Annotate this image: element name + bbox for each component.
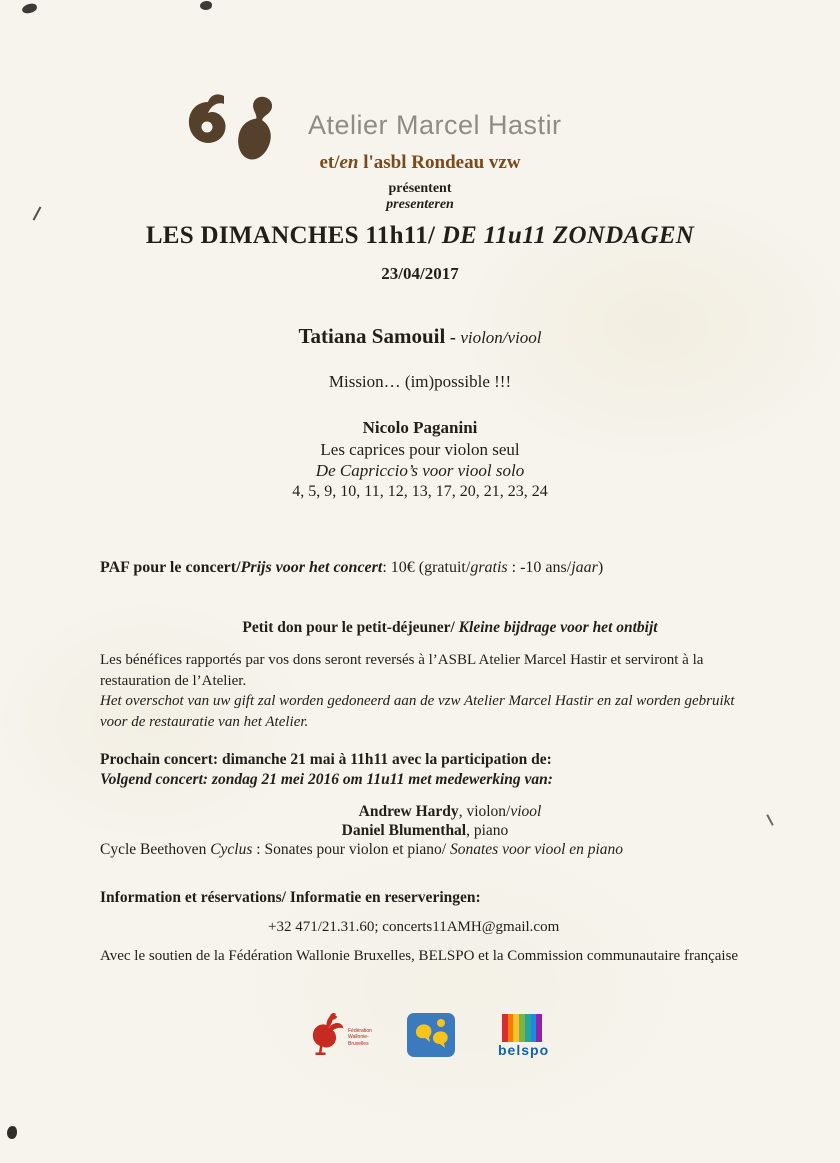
rooster-icon (310, 1012, 344, 1063)
belspo-label: belspo (498, 1042, 550, 1058)
donation-text-nl: Het overschot van uw gift zal worden gedoneerd aan de vzw Atelier Marcel Hastir en zal worden gebruikt voor de restauratie van het Atelier. (100, 693, 735, 730)
present-label-fr: présentent (388, 181, 452, 196)
presenters-line (0, 152, 840, 174)
scan-artifact (200, 1, 212, 10)
composer-name: Nicolo Paganini (362, 418, 478, 437)
next-artist-2-instr: , piano (466, 822, 509, 839)
next-artist-1-name: Andrew Hardy (358, 803, 459, 820)
fwb-caption-line: Fédération (348, 1028, 372, 1035)
work-title-nl: De Capriccio’s voor viool solo (315, 461, 525, 480)
concert-date: 23/04/2017 (381, 264, 459, 283)
presenters-org: l'asbl Rondeau vzw (358, 152, 521, 173)
work-title-fr: Les caprices pour violon seul (320, 440, 520, 459)
next-concert-line-nl: Volgend concert: zondag 21 mei 2016 om 11u11 met medewerking van: (100, 771, 553, 788)
caprice-numbers: 4, 5, 9, 10, 11, 12, 13, 17, 20, 21, 23, 24 (292, 483, 548, 500)
fwb-caption-line: Wallonie- (348, 1034, 369, 1041)
contact-details: +32 471/21.31.60; concerts11AMH@gmail.com (268, 919, 560, 935)
next-artist-2 (10, 821, 840, 841)
next-concert-line-fr: Prochain concert: dimanche 21 mai à 11h11 avec la participation de: (100, 751, 552, 768)
main-title-fr: LES DIMANCHES 11h11/ (145, 222, 436, 249)
support-text: Avec le soutien de la Fédération Wallonie Bruxelles, BELSPO et la Commission communautaire française (100, 948, 739, 964)
fwb-caption (348, 1028, 372, 1047)
next-artist-2-name: Daniel Blumenthal (341, 822, 467, 839)
price-label-nl: Prijs voor het concert (240, 559, 383, 576)
price-value-3: : -10 ans/ (507, 559, 572, 576)
price-value-2: gratis (470, 559, 508, 576)
cycle-part-2: Cyclus (210, 841, 253, 858)
cycle-part-4: Sonates voor viool en piano (450, 841, 624, 858)
scan-artifact (21, 3, 38, 15)
presenters-fr: et/ (319, 152, 340, 173)
donation-heading (60, 618, 840, 638)
price-line (100, 559, 603, 577)
vgc-logo (406, 1012, 456, 1063)
present-label-nl: presenteren (386, 197, 454, 212)
belspo-stripes-icon (502, 1014, 542, 1042)
fwb-logo (310, 1012, 372, 1063)
donation-heading-fr: Petit don pour le petit-déjeuner/ (242, 619, 459, 636)
price-value-1: : 10€ (gratuit/ (382, 559, 471, 576)
cycle-part-3: : Sonates pour violon et piano/ (252, 841, 450, 858)
beethoven-cycle-line (100, 840, 623, 860)
price-value-4: jaar (571, 559, 598, 576)
main-title (0, 222, 840, 250)
artist-instrument: violon/viool (460, 328, 542, 347)
price-label-fr: PAF pour le concert/ (100, 559, 241, 576)
contact-heading: Information et réservations/ Informatie en reserveringen: (100, 889, 481, 906)
donation-heading-nl: Kleine bijdrage voor het ontbijt (458, 619, 658, 636)
scan-artifact (7, 1126, 17, 1139)
next-artist-1-instr-nl: viool (510, 803, 542, 820)
org-name: Atelier Marcel Hastir (308, 110, 562, 140)
fwb-caption-line: Bruxelles (348, 1040, 369, 1047)
artist-name: Tatiana Samouil (298, 324, 446, 348)
belspo-logo (498, 1014, 550, 1058)
presenters-nl-word: en (339, 152, 359, 173)
cycle-part-1: Cycle Beethoven (100, 841, 211, 858)
donation-text-fr: Les bénéfices rapportés par vos dons seront reversés à l’ASBL Atelier Marcel Hastir et serviront à la restauration de l’Atelier. (100, 652, 704, 689)
artist-separator: - (445, 327, 461, 347)
artist-line (0, 324, 840, 349)
next-artist-1 (60, 802, 840, 822)
program-subtitle: Mission… (im)possible !!! (328, 372, 512, 391)
main-title-nl: DE 11u11 ZONDAGEN (435, 222, 695, 249)
next-artist-1-instr: , violon/ (458, 803, 511, 820)
price-value-5: ) (597, 559, 604, 576)
